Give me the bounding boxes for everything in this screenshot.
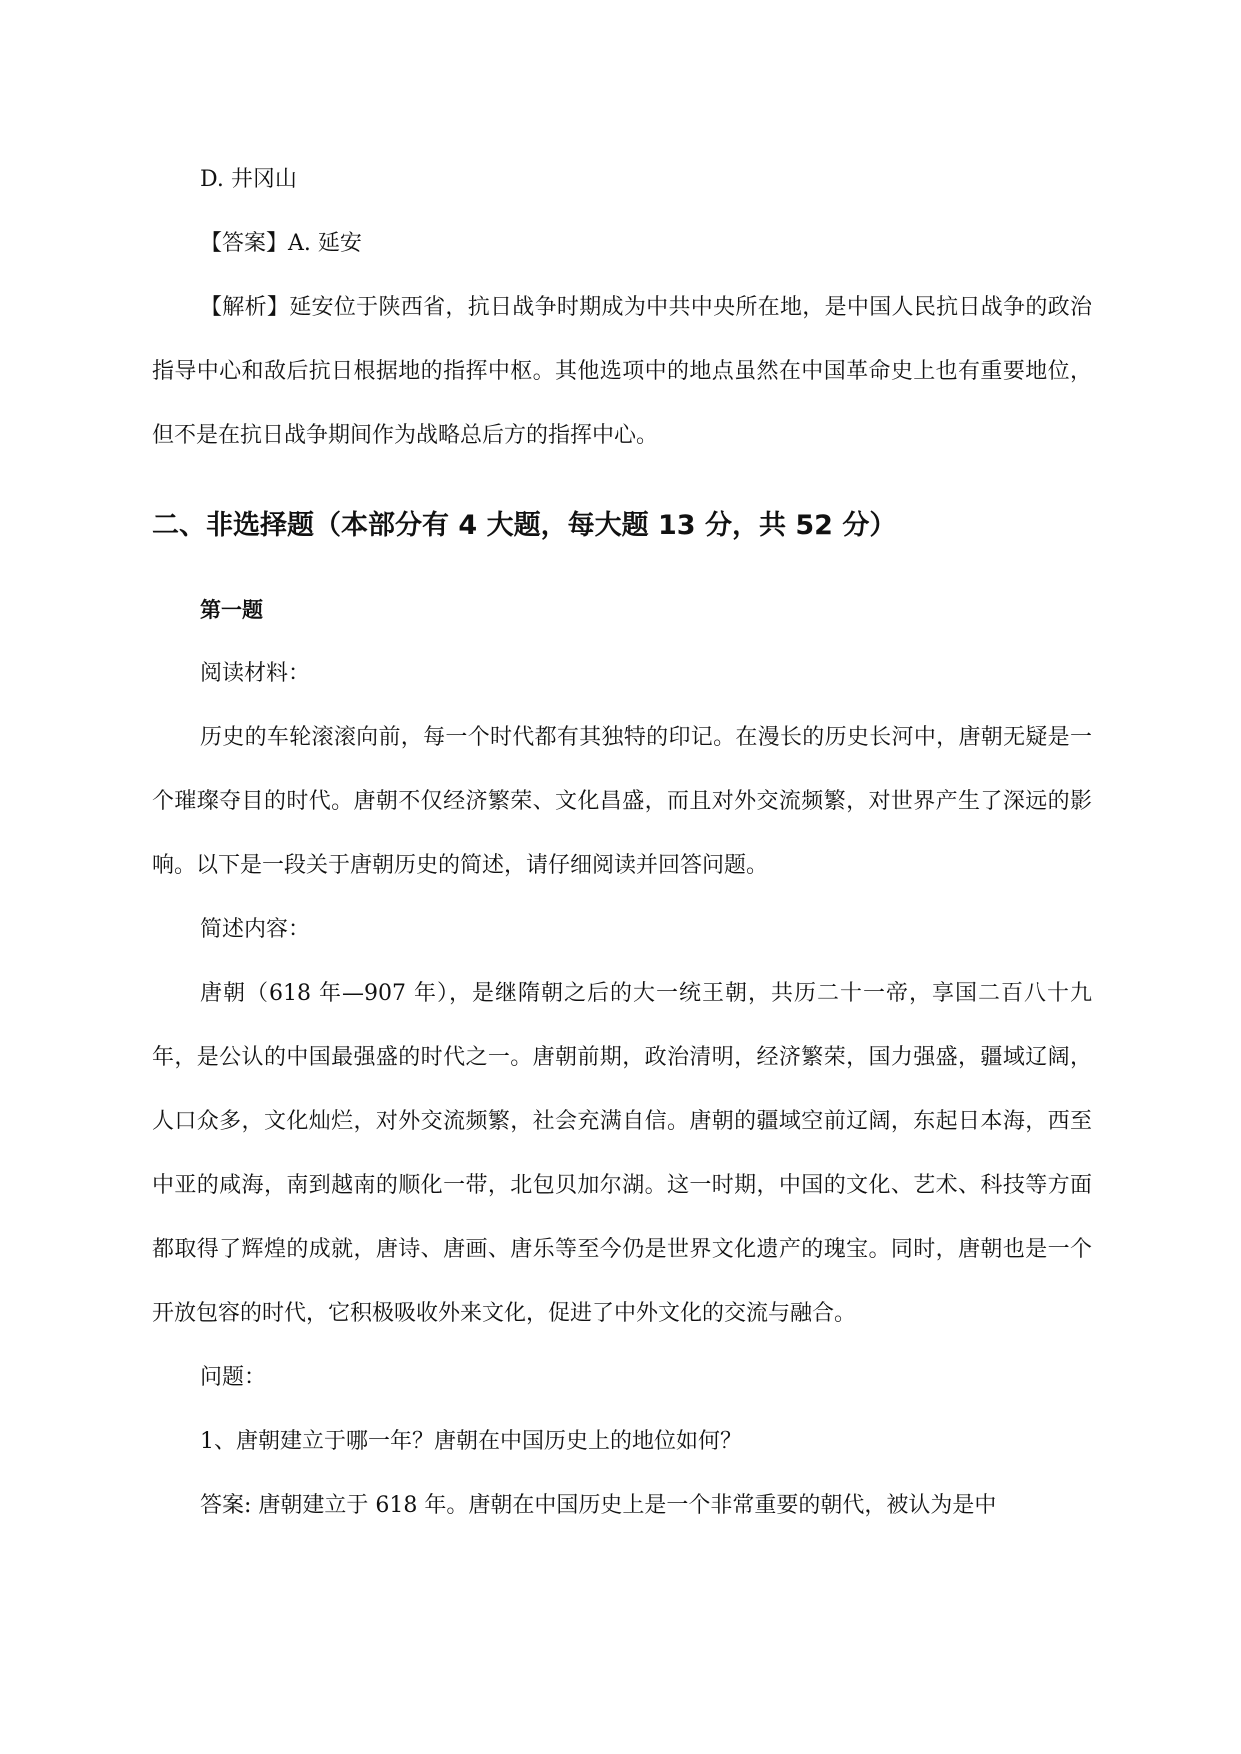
question-item: 1、唐朝建立于哪一年？唐朝在中国历史上的地位如何？ xyxy=(200,1429,742,1454)
analysis-paragraph: 【解析】延安位于陕西省，抗日战争时期成为中共中央所在地，是中国人民抗日战争的政治指导中心和敌后抗日根据地的指挥中枢。其他选项中的地点虽然在中国革命史上也有重要地位，但不是在抗日战争期间作为战略总后方的指挥中心。 xyxy=(152,295,1092,448)
section-title: 二、非选择题（本部分有 4 大题，每大题 13 分，共 52 分） xyxy=(152,510,897,541)
document-page xyxy=(152,148,1092,1538)
option-d: D. 井冈山 xyxy=(200,167,297,192)
question-title: 第一题 xyxy=(200,598,263,622)
questions-label: 问题： xyxy=(200,1365,267,1390)
material-paragraph: 历史的车轮滚滚向前，每一个时代都有其独特的印记。在漫长的历史长河中，唐朝无疑是一个璀璨夺目的时代。唐朝不仅经济繁荣、文化昌盛，而且对外交流频繁，对世界产生了深远的影响。以下是一段关于唐朝历史的简述，请仔细阅读并回答问题。 xyxy=(152,725,1092,878)
summary-paragraph: 唐朝（618 年—907 年），是继隋朝之后的大一统王朝，共历二十一帝，享国二百八十九年，是公认的中国最强盛的时代之一。唐朝前期，政治清明，经济繁荣，国力强盛，疆域辽阔，人口众多，文化灿烂，对外交流频繁，社会充满自信。唐朝的疆域空前辽阔，东起日本海，西至中亚的咸海，南到越南的顺化一带，北包贝加尔湖。这一时期，中国的文化、艺术、科技等方面都取得了辉煌的成就，唐诗、唐画、唐乐等至今仍是世界文化遗产的瑰宝。同时，唐朝也是一个开放包容的时代，它积极吸收外来文化，促进了中外文化的交流与融合。 xyxy=(152,981,1092,1326)
summary-label: 简述内容： xyxy=(200,917,311,942)
answer-item: 答案: 唐朝建立于 618 年。唐朝在中国历史上是一个非常重要的朝代，被认为是中 xyxy=(200,1493,997,1518)
material-label: 阅读材料： xyxy=(200,661,311,686)
answer-line: 【答案】A. 延安 xyxy=(200,231,362,256)
